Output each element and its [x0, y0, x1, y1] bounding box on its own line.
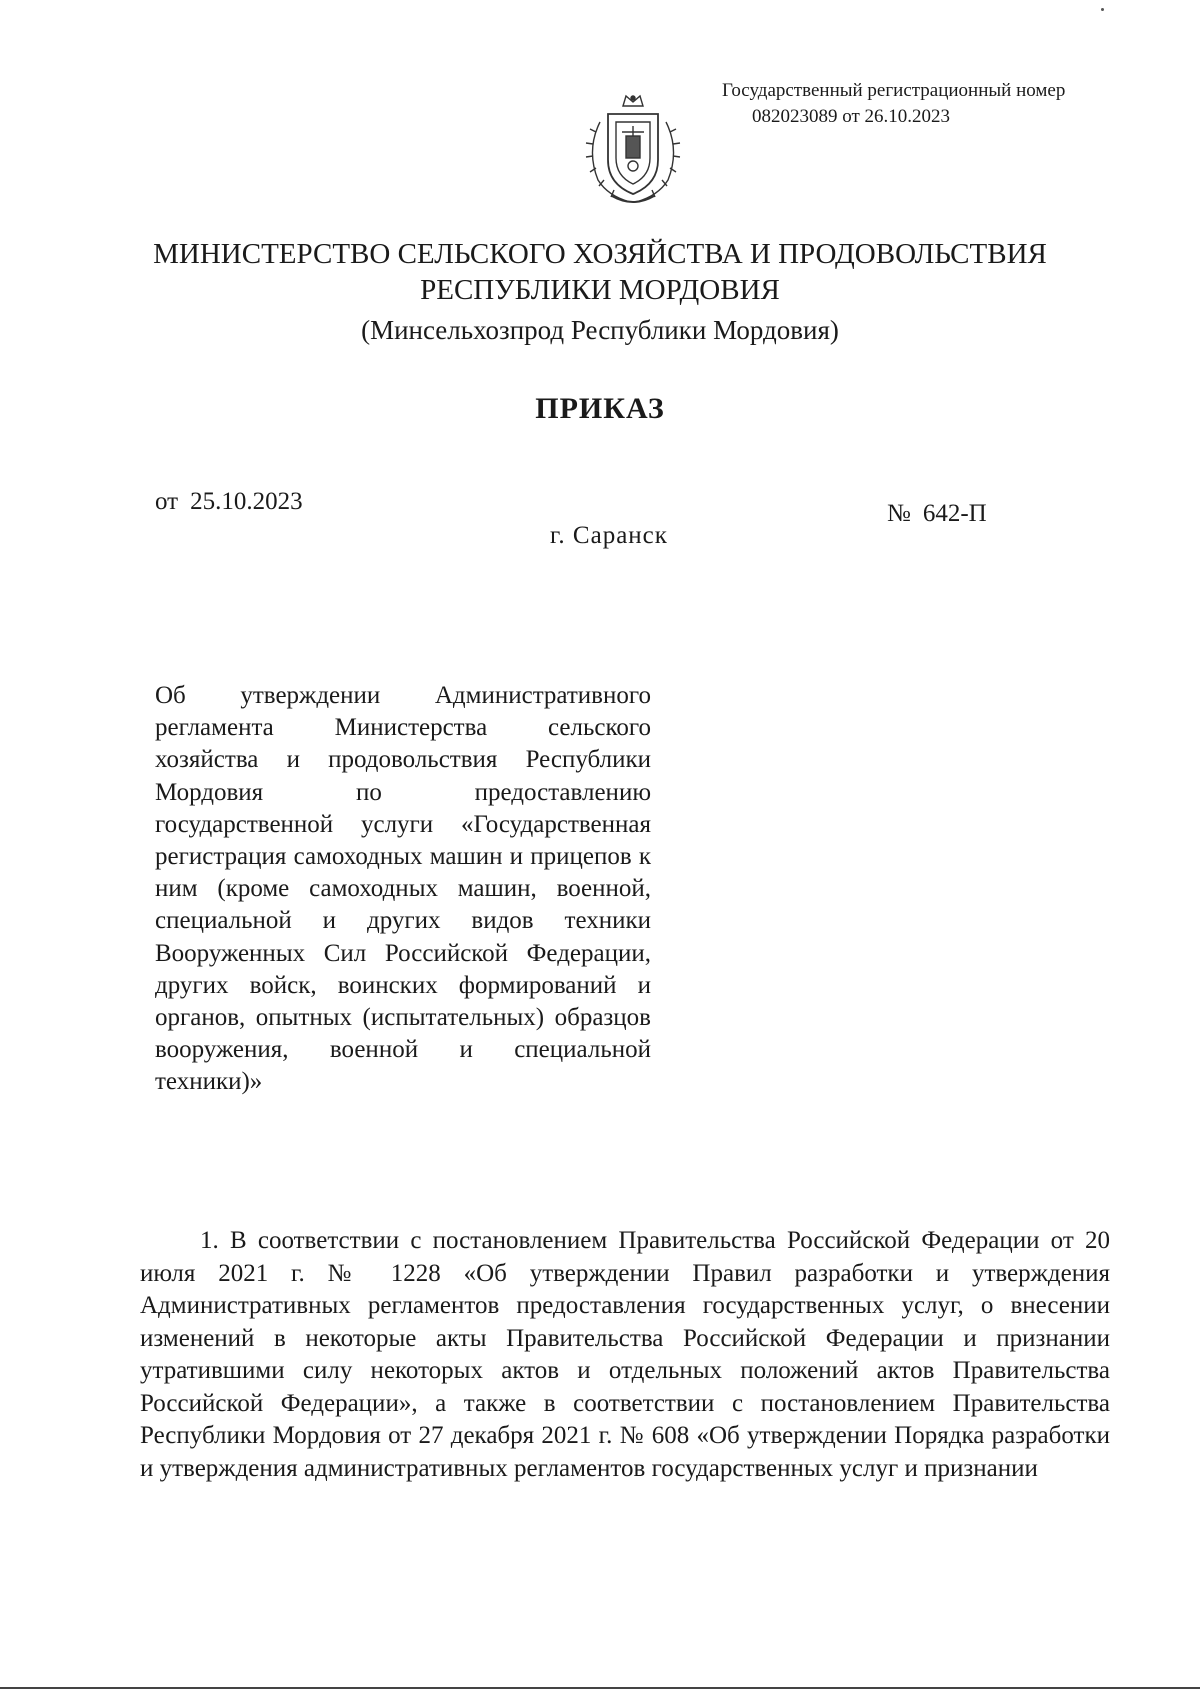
date-value: 25.10.2023 — [190, 488, 303, 515]
ministry-name-line2: РЕСПУБЛИКИ МОРДОВИЯ — [420, 274, 780, 306]
page-edge-line — [0, 1687, 1200, 1689]
ministry-header — [0, 236, 1200, 348]
order-subject: Об утверждении Административного регламента Министерства сельского хозяйства и продовольствия Республики Мордовия по предоставлению государственной услуги «Государственная регистрация самоходных машин и прицепов к ним (кроме самоходных машин, военной, специальной и других видов техники Вооруженных Сил Российской Федерации, других войск, воинских формирований и органов, опытных (испытательных) образцов вооружения, военной и специальной техники)» — [155, 682, 651, 1096]
order-number — [887, 500, 987, 528]
scan-artifact — [1101, 8, 1104, 11]
registration-label: Государственный регистрационный номер — [722, 80, 1066, 101]
order-date — [155, 488, 303, 516]
ministry-name-line1: МИНИСТЕРСТВО СЕЛЬСКОГО ХОЗЯЙСТВА И ПРОДОВОЛЬСТВИЯ — [153, 238, 1047, 270]
coat-of-arms-icon — [578, 92, 688, 210]
registration-number — [700, 78, 1100, 130]
number-value: 642-П — [922, 500, 987, 527]
date-prefix: от — [155, 488, 179, 515]
ministry-short-name: (Минсельхозпрод Республики Мордовия) — [361, 315, 839, 345]
registration-number-value: 082023089 от 26.10.2023 — [752, 106, 951, 127]
body-paragraph: 1. В соответствии с постановлением Правительства Российской Федерации от 20 июля 2021 г. № 1228 «Об утверждении Правил разработки и утверждения Административных регламентов предоставления государственных услуг, о внесении изменений в некоторые акты Правительства Российской Федерации и признании утратившими силу некоторых актов и отдельных положений актов Правительства Российской Федерации», а также в соответствии с постановлением Правительства Республики Мордовия от 27 декабря 2021 г. № 608 «Об утверждении Порядка разработки и утверждения административных регламентов государственных услуг и признании — [140, 1227, 1110, 1482]
number-prefix: № — [887, 500, 911, 527]
city: г. Саранск — [550, 522, 668, 549]
document-type: ПРИКАЗ — [535, 392, 665, 425]
